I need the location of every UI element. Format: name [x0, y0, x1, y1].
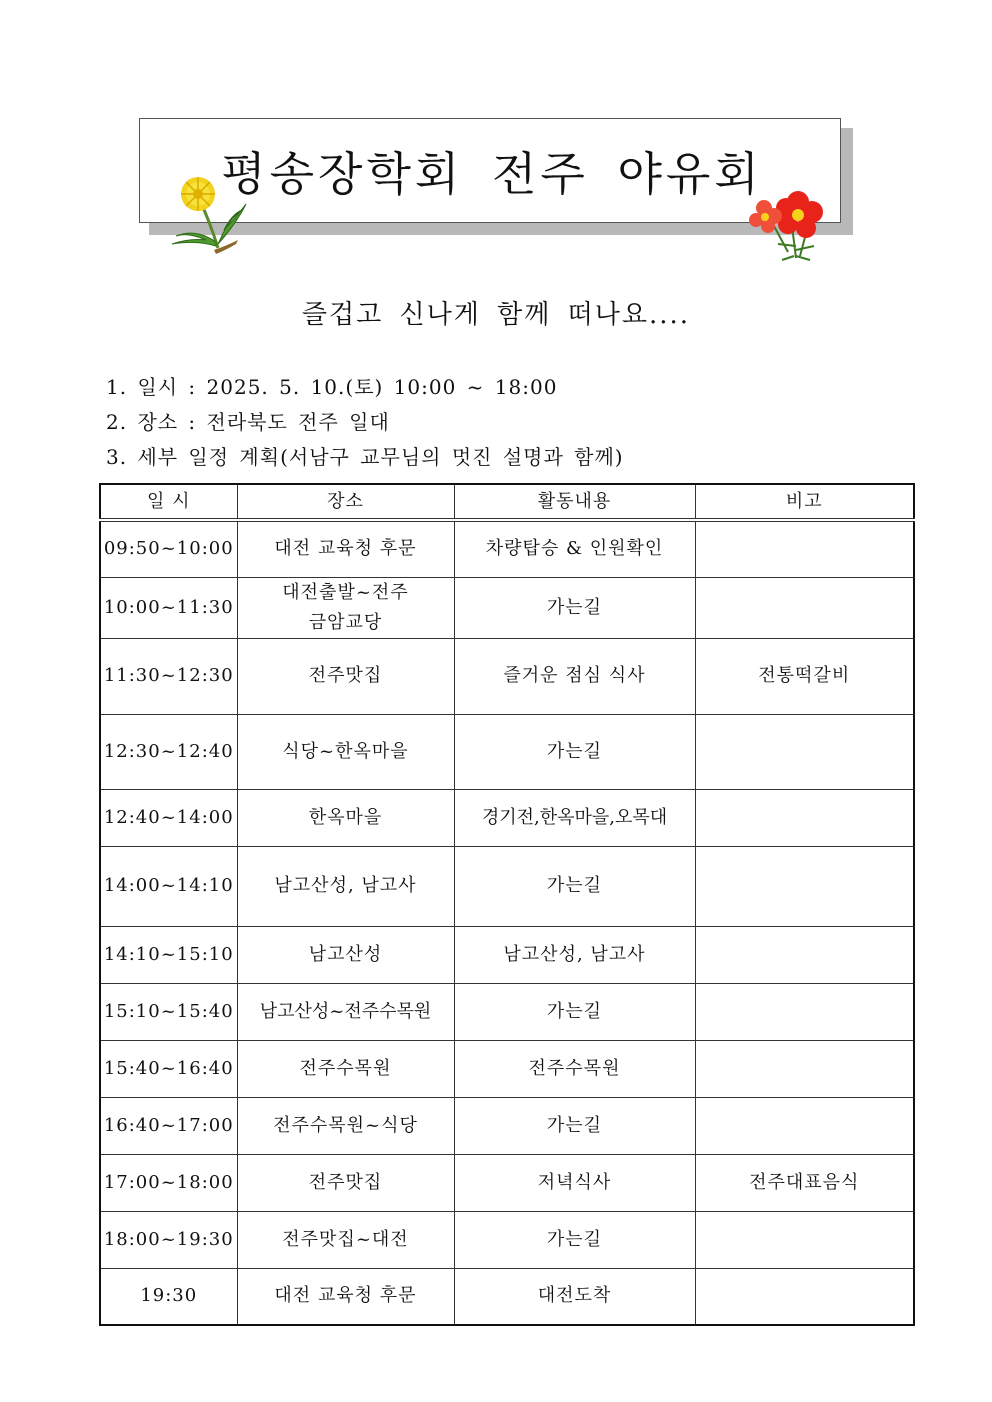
table-row	[100, 520, 914, 577]
cell-note	[695, 1097, 914, 1154]
cell-time: 18:00~19:30	[100, 1211, 237, 1268]
cell-time: 16:40~17:00	[100, 1097, 237, 1154]
cell-note	[695, 1040, 914, 1097]
cell-time: 14:10~15:10	[100, 926, 237, 983]
table-row	[100, 846, 914, 926]
cell-note: 전주대표음식	[695, 1154, 914, 1211]
cell-activity: 전주수목원	[454, 1040, 695, 1097]
cell-place: 한옥마을	[237, 789, 454, 846]
table-row	[100, 926, 914, 983]
cell-place: 전주맛집	[237, 1154, 454, 1211]
table-row	[100, 1154, 914, 1211]
cell-note	[695, 983, 914, 1040]
cell-place: 남고산성~전주수목원	[237, 983, 454, 1040]
table-row	[100, 789, 914, 846]
cell-place: 대전 교육청 후문	[237, 1268, 454, 1325]
header-place: 장소	[237, 484, 454, 520]
table-row	[100, 983, 914, 1040]
cell-activity: 가는길	[454, 846, 695, 926]
table-row	[100, 714, 914, 789]
cell-time: 19:30	[100, 1268, 237, 1325]
page-title: 평송장학회 전주 야유회	[221, 146, 763, 201]
info-place: 2. 장소 : 전라북도 전주 일대	[106, 410, 390, 434]
cell-place: 전주수목원~식당	[237, 1097, 454, 1154]
table-row	[100, 1268, 914, 1325]
cell-activity: 경기전,한옥마을,오목대	[454, 789, 695, 846]
cell-activity: 가는길	[454, 983, 695, 1040]
cell-time: 11:30~12:30	[100, 638, 237, 714]
info-schedule-heading: 3. 세부 일정 계획(서남구 교무님의 멋진 설명과 함께)	[106, 445, 624, 469]
cell-activity: 차량탑승 & 인원확인	[454, 520, 695, 577]
table-row	[100, 1040, 914, 1097]
cell-note	[695, 789, 914, 846]
cell-place: 식당~한옥마을	[237, 714, 454, 789]
header-time: 일 시	[100, 484, 237, 520]
cell-activity: 즐거운 점심 식사	[454, 638, 695, 714]
cell-activity: 남고산성, 남고사	[454, 926, 695, 983]
cell-place: 남고산성	[237, 926, 454, 983]
cell-time: 10:00~11:30	[100, 577, 237, 638]
cell-time: 15:10~15:40	[100, 983, 237, 1040]
cell-time: 17:00~18:00	[100, 1154, 237, 1211]
cell-note: 전통떡갈비	[695, 638, 914, 714]
cell-activity: 대전도착	[454, 1268, 695, 1325]
cell-note	[695, 577, 914, 638]
cell-time: 12:30~12:40	[100, 714, 237, 789]
header-note: 비고	[695, 484, 914, 520]
cell-note	[695, 714, 914, 789]
table-row	[100, 1097, 914, 1154]
cell-time: 09:50~10:00	[100, 520, 237, 577]
cell-note	[695, 926, 914, 983]
cell-place: 전주수목원	[237, 1040, 454, 1097]
table-row	[100, 638, 914, 714]
cell-note	[695, 846, 914, 926]
cell-activity: 가는길	[454, 714, 695, 789]
cell-time: 14:00~14:10	[100, 846, 237, 926]
table-row	[100, 577, 914, 638]
schedule-table	[99, 483, 915, 1326]
dandelion-icon	[166, 174, 252, 258]
cell-place: 전주맛집	[237, 638, 454, 714]
cell-note	[695, 1268, 914, 1325]
table-header-row	[100, 484, 914, 520]
info-date: 1. 일시 : 2025. 5. 10.(토) 10:00 ~ 18:00	[106, 375, 558, 399]
cell-place: 대전 교육청 후문	[237, 520, 454, 577]
cell-activity: 저녁식사	[454, 1154, 695, 1211]
cell-note	[695, 520, 914, 577]
cell-place: 대전출발~전주 금암교당	[237, 577, 454, 638]
cell-activity: 가는길	[454, 1211, 695, 1268]
subtitle: 즐겁고 신나게 함께 떠나요....	[301, 300, 691, 330]
table-row	[100, 1211, 914, 1268]
info-list	[106, 370, 624, 475]
cell-activity: 가는길	[454, 1097, 695, 1154]
cell-note	[695, 1211, 914, 1268]
cell-time: 15:40~16:40	[100, 1040, 237, 1097]
cell-time: 12:40~14:00	[100, 789, 237, 846]
cell-activity: 가는길	[454, 577, 695, 638]
cell-place: 남고산성, 남고사	[237, 846, 454, 926]
cell-place: 전주맛집~대전	[237, 1211, 454, 1268]
header-activity: 활동내용	[454, 484, 695, 520]
red-flower-icon	[748, 186, 836, 264]
